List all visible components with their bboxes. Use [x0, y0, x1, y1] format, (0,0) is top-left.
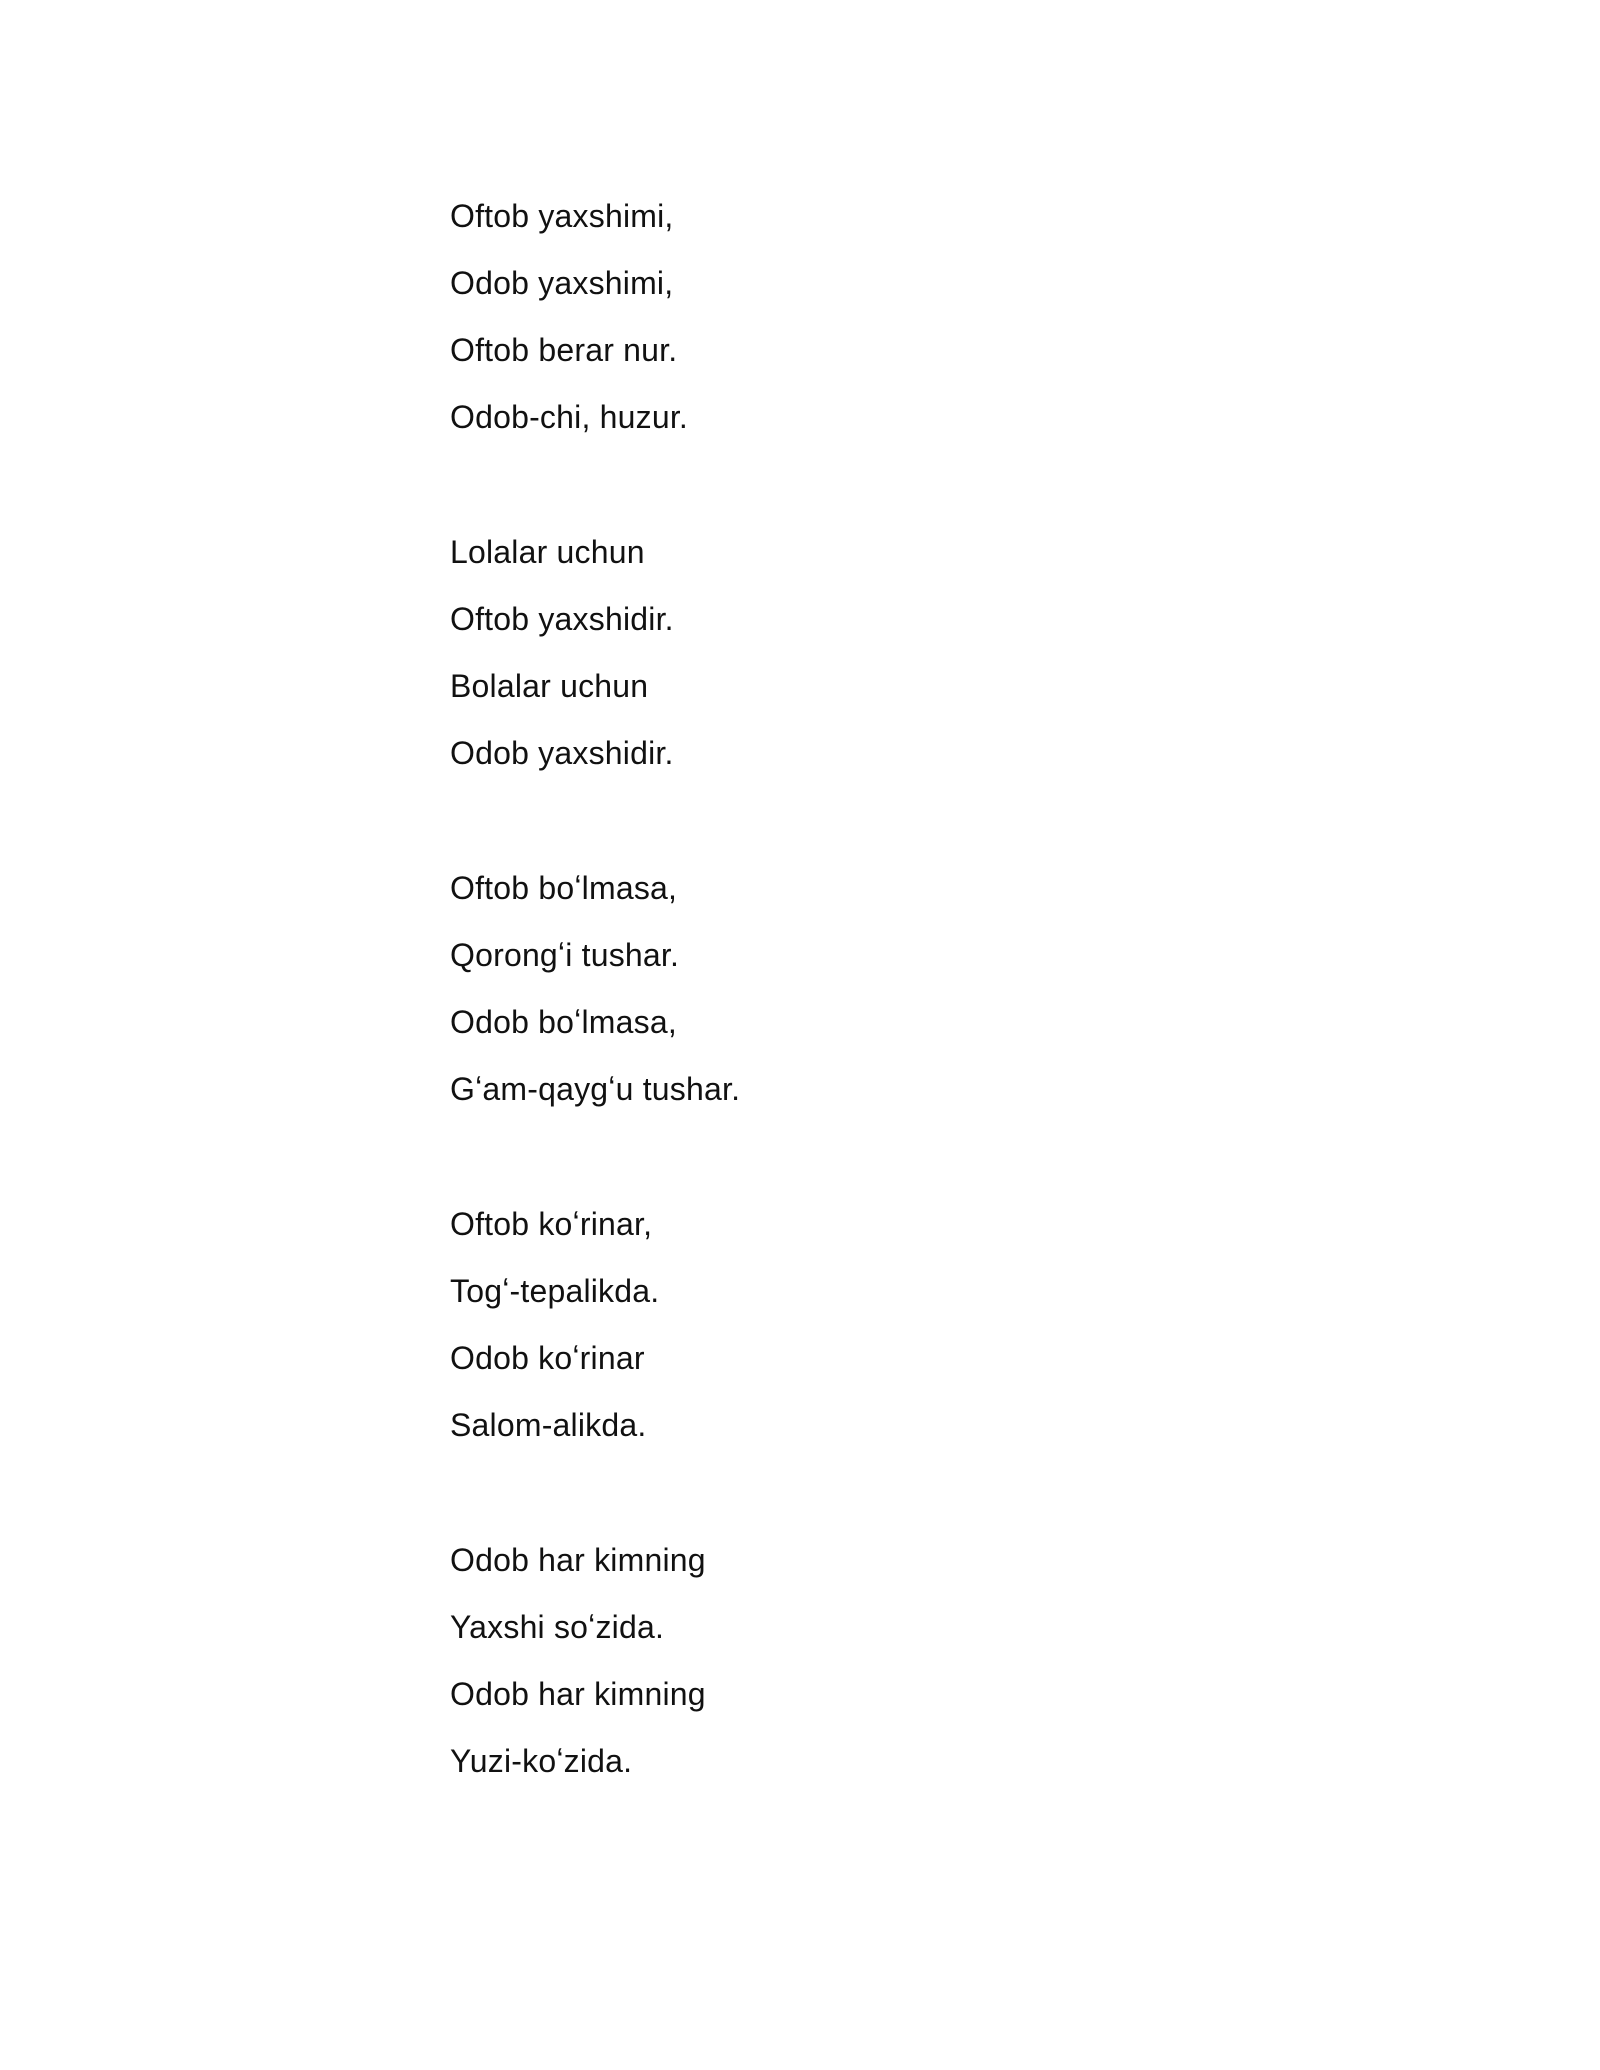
- poem-line: Oftob yaxshidir.: [450, 601, 674, 637]
- poem-line: Bolalar uchun: [450, 668, 649, 704]
- poem-line: Odob-chi, huzur.: [450, 399, 688, 435]
- stanza-2: [450, 519, 1350, 787]
- poem-line: Qorongʻi tushar.: [450, 937, 680, 973]
- stanza-4: [450, 1191, 1350, 1459]
- poem-line: Odob koʻrinar: [450, 1340, 645, 1376]
- poem-line: Togʻ-tepalikda.: [450, 1273, 660, 1309]
- poem-line: Lolalar uchun: [450, 534, 645, 570]
- poem-line: Oftob koʻrinar,: [450, 1206, 653, 1242]
- poem-line: Odob boʻlmasa,: [450, 1004, 677, 1040]
- stanza-1: [450, 183, 1350, 451]
- poem-line: Gʻam-qaygʻu tushar.: [450, 1071, 741, 1107]
- poem-line: Odob har kimning: [450, 1542, 706, 1578]
- poem-line: Oftob yaxshimi,: [450, 198, 674, 234]
- poem-line: Odob har kimning: [450, 1676, 706, 1712]
- poem-line: Odob yaxshimi,: [450, 265, 674, 301]
- poem: [450, 183, 1350, 1863]
- poem-line: Salom-alikda.: [450, 1407, 647, 1443]
- poem-line: Odob yaxshidir.: [450, 735, 674, 771]
- poem-line: Oftob berar nur.: [450, 332, 678, 368]
- poem-line: Yuzi-koʻzida.: [450, 1743, 633, 1779]
- stanza-5: [450, 1527, 1350, 1795]
- poem-line: Oftob boʻlmasa,: [450, 870, 678, 906]
- poem-line: Yaxshi soʻzida.: [450, 1609, 665, 1645]
- stanza-3: [450, 855, 1350, 1123]
